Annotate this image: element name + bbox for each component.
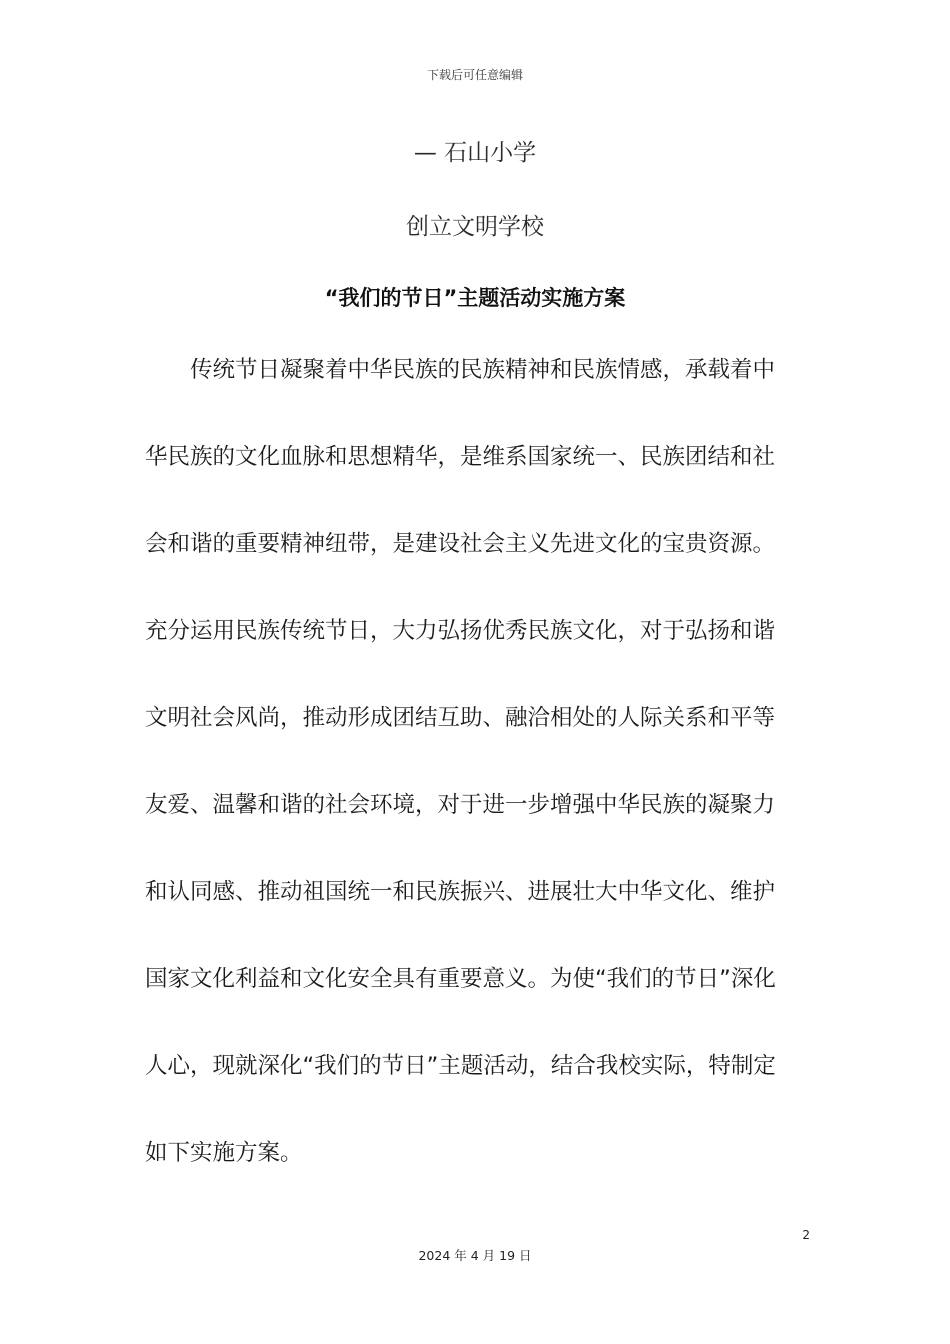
body-line: 充分运用民族传统节日，大力弘扬优秀民族文化，对于弘扬和谐: [145, 618, 776, 644]
body-line: 和认同感、推动祖国统一和民族振兴、进展壮大中华文化、维护: [145, 879, 776, 905]
school-name: — 石山小学: [413, 140, 537, 166]
footer-date: 2024 年 4 月 19 日: [418, 1248, 532, 1263]
body-line: 国家文化利益和文化安全具有重要意义。为使“我们的节日”深化: [145, 966, 776, 992]
page-number: 2: [802, 1228, 810, 1242]
body-line: 会和谐的重要精神纽带，是建设社会主义先进文化的宝贵资源。: [145, 531, 776, 557]
body-line: 人心，现就深化“我们的节日”主题活动，结合我校实际，特制定: [145, 1053, 776, 1079]
body-line: 文明社会风尚，推动形成团结互助、融洽相处的人际关系和平等: [145, 705, 776, 731]
document-subtitle: 创立文明学校: [406, 214, 544, 240]
header-note: 下载后可任意编辑: [426, 68, 523, 82]
body-line: 友爱、温馨和谐的社会环境，对于进一步增强中华民族的凝聚力: [145, 792, 776, 818]
body-paragraph: [145, 350, 815, 1220]
body-line: 传统节日凝聚着中华民族的民族精神和民族情感，承载着中: [145, 357, 776, 383]
body-line: 华民族的文化血脉和思想精华，是维系国家统一、民族团结和社: [145, 444, 776, 470]
document-title: “我们的节日”主题活动实施方案: [324, 286, 626, 310]
body-line: 如下实施方案。: [145, 1140, 303, 1166]
